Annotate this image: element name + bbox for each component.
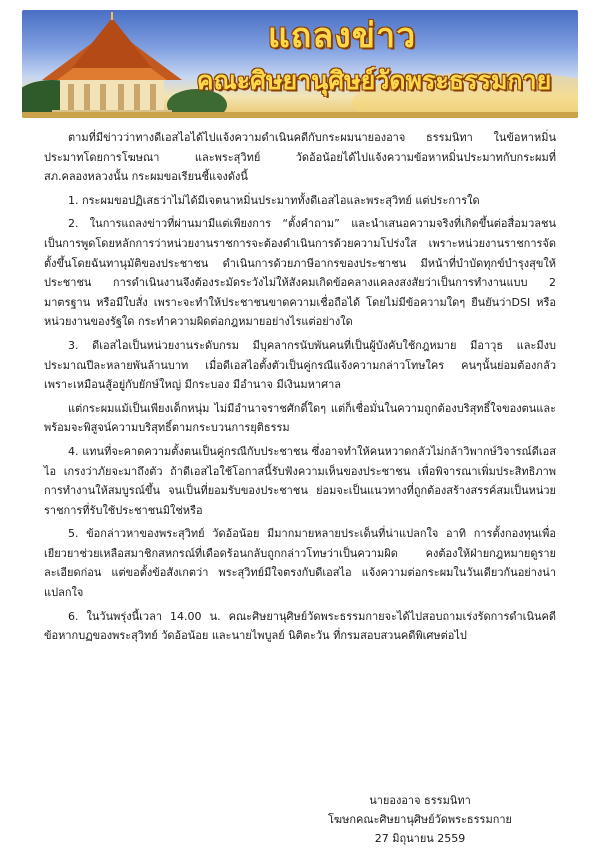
point-1: 1. กระผมขอปฏิเสธว่าไม่ได้มีเจตนาหมิ่นประมาททั้งดีเอสไอและพระสุวิทย์ แต่ประการใด [68,193,480,207]
intro-paragraph: ตามที่มีข่าวว่าทางดีเอสไอได้ไปแจ้งความดำเนินคดีกับกระผมนายองอาจ ธรรมนิทา ในข้อหาหมิ่นประมาทโดยการโฆษณา และพระสุวิทย์ วัดอ้อน้อยได้ไปแจ้งความข้อหาหมิ่นประมาทกับกระผมที่ สภ.คลองหลวงนั้น กระผมขอเรียนชี้แจงดังนี้ [44,131,556,184]
point-5: 5. ข้อกล่าวหาของพระสุวิทย์ วัดอ้อน้อย มีมากมายหลายประเด็นที่น่าแปลกใจ อาทิ การตั้งกองทุนเพื่อเยียวยาช่วยเหลือสมาชิกสหกรณ์ที่เดือดร้อนกลับถูกกล่าวโทษว่าเป็นความผิด คงต้องให้ฝ่ายกฎหมายดูรายละเอียดก่อน แต่ขอตั้งข้อสังเกตว่า พระสุวิทย์มีใจตรงกับดีเอสไอ แจ้งความต่อกระผมในวันเดียวกันอย่างน่าแปลกใจ [44,527,556,600]
point-3-continuation: แต่กระผมแม้เป็นเพียงเด็กหนุ่ม ไม่มีอำนาจราชศักดิ์ใดๆ แต่ก็เชื่อมั่นในความถูกต้องบริสุทธิ์ใจของตนและพร้อมจะพิสูจน์ความบริสุทธิ์ตามกระบวนการยุติธรรม [44,401,556,435]
point-4: 4. แทนที่จะคาดความตั้งตนเป็นคู่กรณีกับประชาชน ซึ่งอาจทำให้คนหวาดกลัวไม่กล้าวิพากษ์วิจารณ์ดีเอสไอ เกรงว่าภัยจะมาถึงตัว ถ้าดีเอสไอใช้โอกาสนี้รับฟังความเห็นของประชาชน เพื่อพิจารณาเพิ่มประสิทธิภาพการทำงานให้สมบูรณ์ขึ้น จนเป็นที่ยอมรับของประชาชน ย่อมจะเป็นแนวทางที่ถูกต้องสร้างสรรค์สมเป็นหน่วยราชการที่รับใช้ประชาชนมิใช่หรือ [44,444,556,517]
signature-block [270,791,570,848]
statement-date: 27 มิถุนายน 2559 [374,832,466,845]
signatory-name: นายองอาจ ธรรมนิทา [369,794,471,807]
header-banner [22,10,578,118]
statement-body [44,128,556,650]
point-6: 6. ในวันพรุ่งนี้เวลา 14.00 น. คณะศิษยานุศิษย์วัดพระธรรมกายจะได้ไปสอบถามเร่งรัดการดำเนินคดีข้อหากบฏของพระสุวิทย์ วัดอ้อน้อย และนายไพบูลย์ นิติตะวัน ที่กรมสอบสวนคดีพิเศษต่อไป [44,609,556,643]
point-2: 2. ในการแถลงข่าวที่ผ่านมามีแต่เพียงการ “ตั้งคำถาม” และนำเสนอความจริงที่เกิดขึ้นต่อสื่อมวลชน เป็นการพูดโดยหลักการว่าหน่วยงานราชการจะต้องดำเนินการด้วยความโปร่งใส เพราะหน่วยงานราชการจัดตั้งขึ้นโดยฉันทานุมัติของประชาชน ดำเนินการด้วยภาษีอากรของประชาชน มีหน้าที่บำบัดทุกข์บำรุงสุขให้ประชาชน การดำเนินงานจึงต้องระมัดระวังไม่ให้สังคมเกิดข้อคลางแคลงสงสัยว่าเป็นการทำงานแบบ 2 มาตรฐาน หรือมีใบสั่ง เพราะจะทำให้ประชาชนขาดความเชื่อถือได้ โดยไม่มีข้อความใดๆ ยืนยันว่าDSI หรือหน่วยงานของรัฐใด กระทำความผิดต่อกฎหมายอย่างไรแต่อย่างใด [44,217,556,329]
banner-subtitle: คณะศิษยานุศิษย์วัดพระธรรมกาย [196,66,552,95]
signatory-position: โฆษกคณะศิษยานุศิษย์วัดพระธรรมกาย [328,813,512,826]
banner-title: แถลงข่าว [267,16,417,56]
point-3: 3. ดีเอสไอเป็นหน่วยงานระดับกรม มีบุคลากรนับพันคนที่เป็นผู้บังคับใช้กฎหมาย มีอาวุธ และมีงบประมาณปีละหลายพันล้านบาท เมื่อดีเอสไอตั้งตัวเป็นคู่กรณีแจ้งความกล่าวโทษใคร คนๆนั้นย่อมต้องกลัวเพราะเหมือนสู้อยู่กับยักษ์ใหญ่ มีกระบอง มีอำนาจ มีเงินมหาศาล [44,338,556,392]
